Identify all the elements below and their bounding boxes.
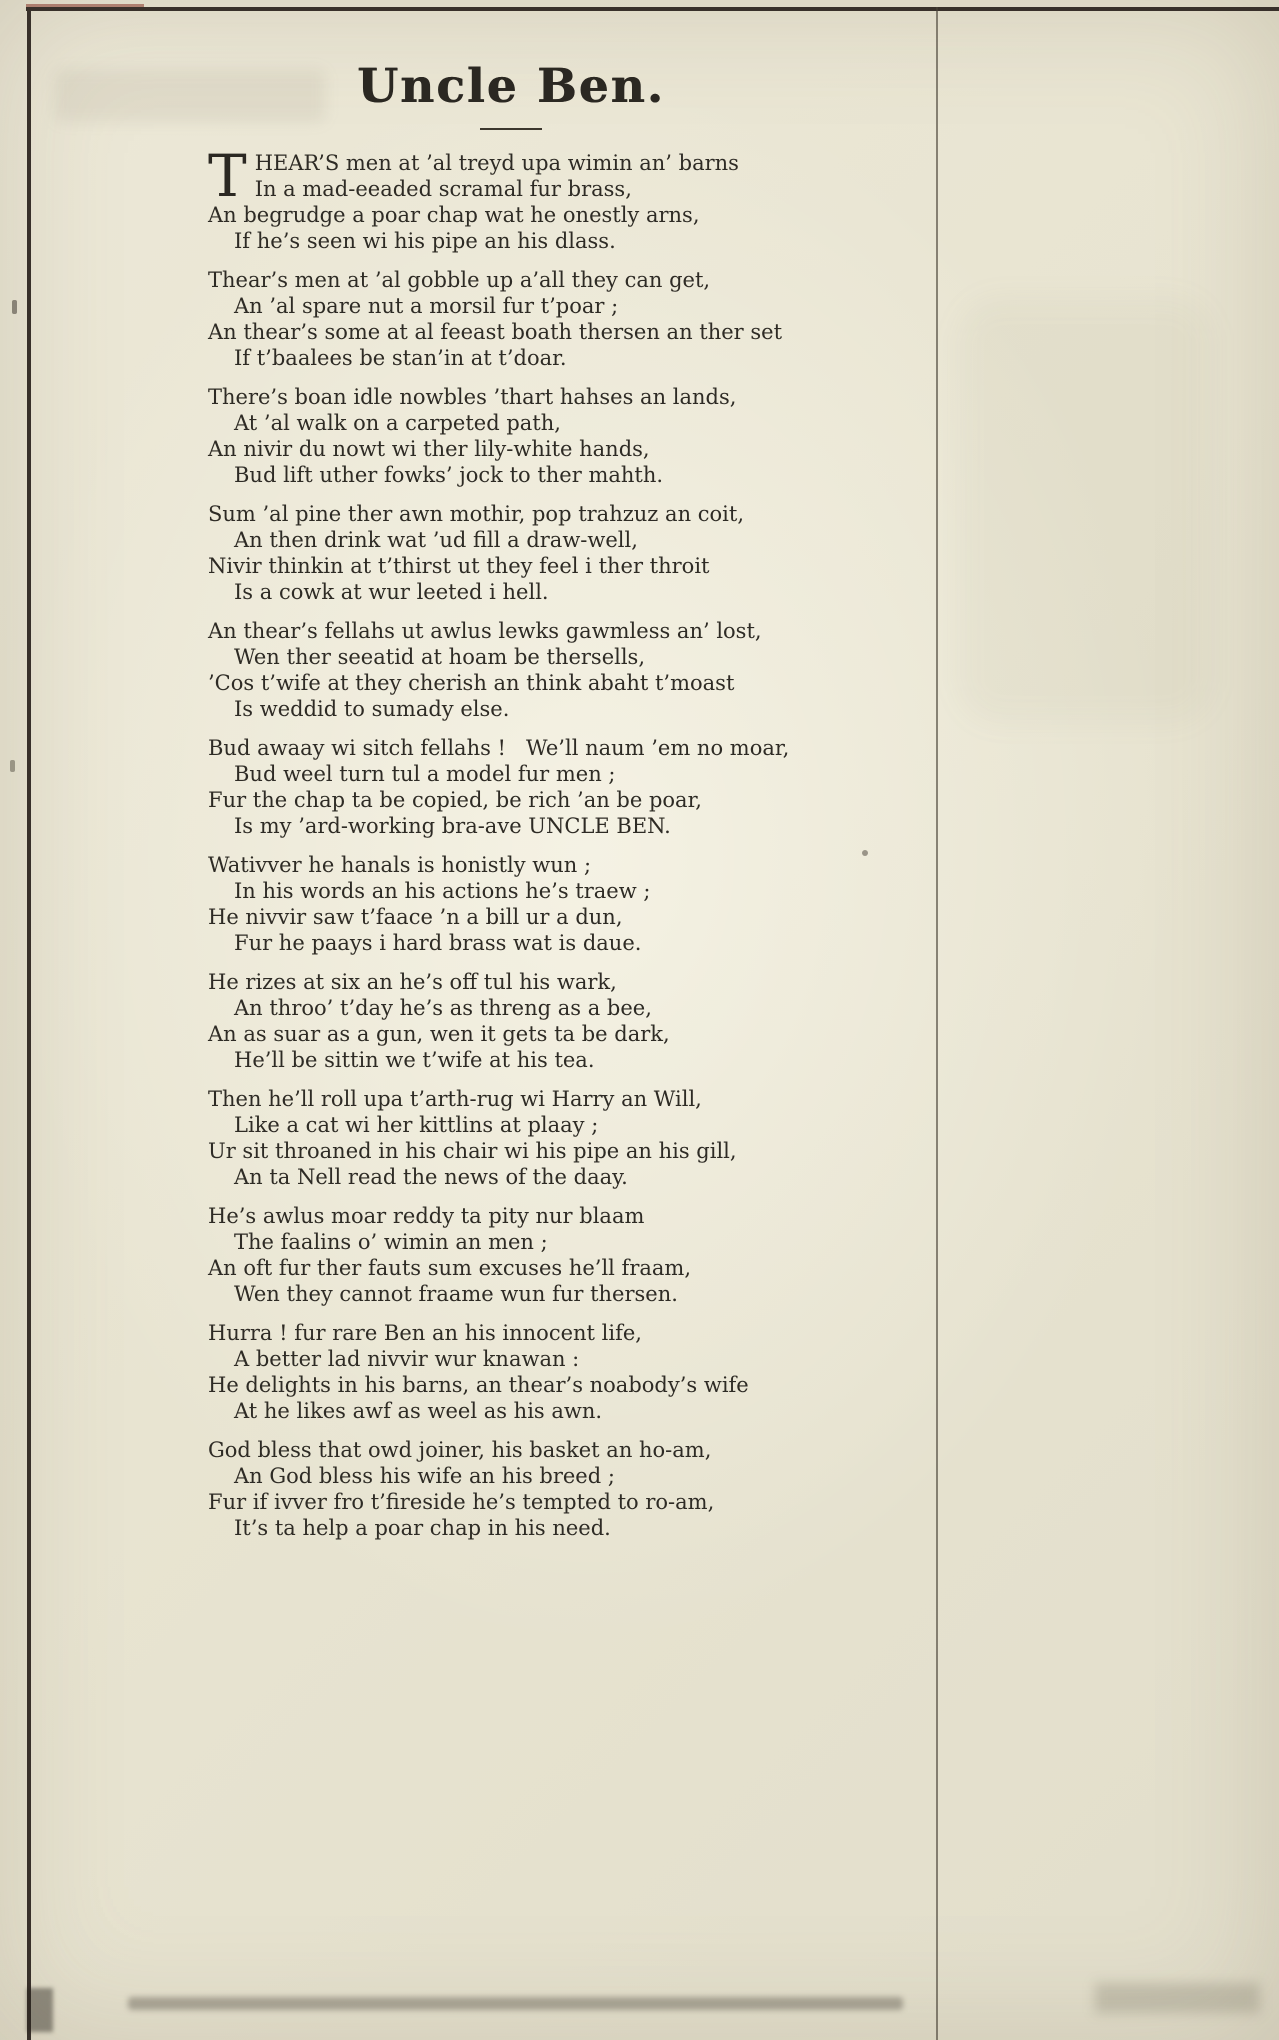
stanza	[208, 618, 814, 722]
stanza	[208, 1203, 814, 1307]
poem-line: If he’s seen wi his pipe an his dlass.	[234, 229, 616, 253]
show-through-text-bottom	[128, 1997, 903, 2010]
poem-line: Is my ’ard-working bra-ave UNCLE BEN.	[234, 814, 671, 838]
poem-line: He’ll be sittin we t’wife at his tea.	[234, 1048, 595, 1072]
page-frame-red-tint	[26, 4, 144, 7]
poem-line: At ’al walk on a carpeted path,	[234, 411, 561, 435]
ink-speck	[10, 760, 15, 772]
poem-line: Bud weel turn tul a model fur men ;	[234, 762, 616, 786]
drop-cap: T	[208, 142, 247, 210]
poem-line: Wen they cannot fraame wun fur thersen.	[234, 1282, 678, 1306]
poem-line: At he likes awf as weel as his awn.	[234, 1399, 603, 1423]
poem-line: An ta Nell read the news of the daay.	[234, 1165, 628, 1189]
poem-line: There’s boan idle nowbles ’thart hahses an lands,	[208, 385, 737, 409]
ink-smudge-bottom-left	[27, 1988, 53, 2032]
poem-line: Then he’ll roll upa t’arth-rug wi Harry an Will,	[208, 1087, 702, 1111]
ink-speck	[862, 850, 868, 856]
poem-line: ’Cos t’wife at they cherish an think abaht t’moast	[208, 671, 735, 695]
stanza	[208, 969, 814, 1073]
poem-line: Hurra ! fur rare Ben an his innocent life,	[208, 1321, 642, 1345]
poem-line: An throo’ t’day he’s as threng as a bee,	[234, 996, 652, 1020]
poem-line: God bless that owd joiner, his basket an ho-am,	[208, 1438, 712, 1462]
poem-line: He delights in his barns, an thear’s noabody’s wife	[208, 1373, 749, 1397]
poem-line: An thear’s some at al feeast boath thersen an ther set	[208, 320, 783, 344]
poem-line: It’s ta help a poar chap in his need.	[234, 1516, 611, 1540]
poem-line-text: HEAR’S men at ’al treyd upa wimin an’ barns	[254, 151, 739, 175]
poem-line: Fur if ivver fro t’fireside he’s tempted to ro-am,	[208, 1490, 715, 1514]
poem-line: An then drink wat ’ud fill a draw-well,	[234, 528, 638, 552]
poem-line: Thear’s men at ’al gobble up a’all they can get,	[208, 268, 711, 292]
poem-line: Wen ther seeatid at hoam be thersells,	[234, 645, 646, 669]
poem-line: An as suar as a gun, wen it gets ta be dark,	[208, 1022, 670, 1046]
stanza	[208, 735, 814, 839]
stanza	[208, 1437, 814, 1541]
poem-line: Bud lift uther fowks’ jock to ther mahth.	[234, 463, 664, 487]
ink-speck	[12, 300, 17, 314]
poem-line: An God bless his wife an his breed ;	[234, 1464, 615, 1488]
poem-line: An ’al spare nut a morsil fur t’poar ;	[234, 294, 619, 318]
poem-line: An thear’s fellahs ut awlus lewks gawmless an’ lost,	[208, 619, 762, 643]
poem-line: In his words an his actions he’s traew ;	[234, 879, 651, 903]
poem-line: The faalins o’ wimin an men ;	[234, 1230, 548, 1254]
poem-line: An oft fur ther fauts sum excuses he’ll fraam,	[208, 1256, 691, 1280]
poem-line: In a mad-eeaded scramal fur brass,	[254, 177, 632, 201]
poem-line: An nivir du nowt wi ther lily-white hands,	[208, 437, 650, 461]
show-through-smudge-bottom-right	[1095, 1983, 1260, 2013]
poem-line: A better lad nivvir wur knawan :	[234, 1347, 580, 1371]
poem-line: Is a cowk at wur leeted i hell.	[234, 580, 549, 604]
poem-line: He rizes at six an he’s off tul his wark,	[208, 970, 617, 994]
poem-line: Like a cat wi her kittlins at plaay ;	[234, 1113, 599, 1137]
stanza	[208, 852, 814, 956]
title-divider	[480, 128, 542, 130]
stanza	[208, 1086, 814, 1190]
stanza	[208, 1320, 814, 1424]
page-frame-top-line	[26, 7, 1279, 11]
poem-line: He nivvir saw t’faace ’n a bill ur a dun,	[208, 905, 623, 929]
stanza	[208, 384, 814, 488]
stanza	[208, 267, 814, 371]
poem-line: Fur he paays i hard brass wat is daue.	[234, 931, 642, 955]
poem-line: If t’baalees be stan’in at t’doar.	[234, 346, 567, 370]
stanza	[208, 142, 814, 254]
poem-line: Is weddid to sumady else.	[234, 697, 510, 721]
page-frame-left-line	[27, 7, 31, 2040]
poem-line: Ur sit throaned in his chair wi his pipe an his gill,	[208, 1139, 737, 1163]
poem-line: Nivir thinkin at t’thirst ut they feel i ther throit	[208, 554, 710, 578]
poem-line: Sum ’al pine ther awn mothir, pop trahzuz an coit,	[208, 502, 745, 526]
poem-line: Fur the chap ta be copied, be rich ’an be poar,	[208, 788, 702, 812]
poem-line: He’s awlus moar reddy ta pity nur blaam	[208, 1204, 645, 1228]
poem-body	[208, 142, 814, 1541]
right-margin-rule	[936, 7, 938, 2040]
poem-line: Bud awaay wi sitch fellahs ! We’ll naum ’em no moar,	[208, 736, 790, 760]
stanza	[208, 501, 814, 605]
show-through-smudge-right	[960, 300, 1210, 720]
poem-title: Uncle Ben.	[356, 59, 666, 114]
poem-line: Wativver he hanals is honistly wun ;	[208, 853, 592, 877]
poem-line: An begrudge a poar chap wat he onestly arns,	[208, 203, 700, 227]
poem	[208, 60, 814, 1554]
